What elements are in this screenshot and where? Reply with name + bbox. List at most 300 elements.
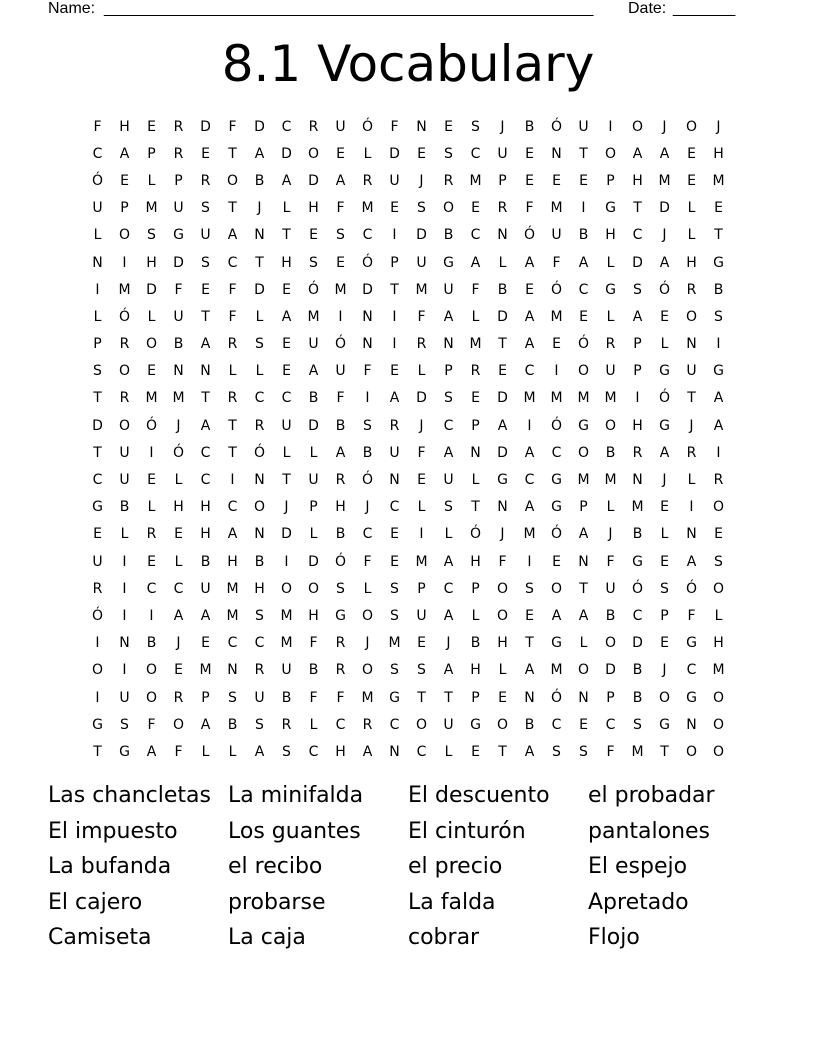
grid-letter: E	[525, 145, 534, 162]
grid-letter: D	[92, 417, 103, 434]
grid-letter: F	[147, 716, 156, 733]
grid-letter: R	[308, 118, 319, 135]
grid-letter: E	[579, 716, 588, 733]
grid-letter: R	[497, 200, 508, 217]
grid-letter: A	[389, 390, 400, 407]
grid-letter: R	[713, 472, 724, 489]
grid-letter: U	[443, 472, 454, 489]
grid-letter: G	[713, 363, 724, 380]
grid-letter: I	[419, 526, 424, 543]
grid-letter: E	[660, 499, 669, 516]
grid-letter: B	[173, 336, 184, 353]
grid-letter: T	[282, 472, 291, 489]
grid-letter: O	[118, 417, 131, 434]
grid-letter: M	[145, 390, 158, 407]
grid-letter: Ó	[550, 526, 563, 543]
grid-letter: A	[200, 607, 211, 624]
grid-letter: B	[470, 635, 481, 652]
grid-letter: B	[605, 444, 616, 461]
grid-letter: E	[660, 635, 669, 652]
grid-letter: L	[498, 254, 507, 271]
grid-letter: O	[145, 336, 158, 353]
grid-letter: R	[335, 662, 346, 679]
grid-letter: L	[606, 254, 615, 271]
name-label: Name:	[48, 0, 96, 17]
grid-letter: J	[284, 499, 289, 516]
grid-letter: O	[496, 580, 509, 597]
grid-letter: R	[173, 145, 184, 162]
grid-letter: Ó	[577, 336, 590, 353]
grid-letter: R	[335, 472, 346, 489]
grid-row	[84, 738, 732, 765]
word-list-item: Las chancletas	[48, 783, 211, 808]
grid-letter: J	[446, 635, 451, 652]
grid-row	[84, 303, 732, 330]
grid-letter: E	[201, 281, 210, 298]
grid-letter: R	[335, 635, 346, 652]
grid-letter: G	[659, 716, 670, 733]
grid-letter: I	[230, 472, 235, 489]
grid-letter: A	[524, 254, 535, 271]
grid-letter: C	[254, 635, 265, 652]
grid-letter: S	[417, 200, 426, 217]
grid-letter: O	[361, 662, 374, 679]
grid-letter: G	[605, 200, 616, 217]
grid-letter: F	[336, 390, 345, 407]
grid-letter: E	[390, 553, 399, 570]
grid-letter: U	[173, 308, 184, 325]
grid-letter: Ó	[91, 607, 104, 624]
grid-letter: A	[200, 716, 211, 733]
grid-letter: G	[632, 553, 643, 570]
grid-letter: G	[119, 743, 130, 760]
grid-letter: Ó	[334, 336, 347, 353]
grid-letter: C	[524, 472, 535, 489]
grid-letter: Ó	[91, 172, 104, 189]
grid-letter: N	[443, 336, 454, 353]
grid-letter: N	[686, 336, 697, 353]
grid-letter: U	[389, 444, 400, 461]
grid-letter: E	[525, 281, 534, 298]
word-list-item: Camiseta	[48, 925, 152, 950]
grid-letter: C	[92, 472, 103, 489]
grid-letter: N	[497, 227, 508, 244]
grid-letter: M	[226, 607, 239, 624]
grid-letter: O	[604, 145, 617, 162]
grid-letter: H	[173, 499, 184, 516]
grid-letter: L	[255, 363, 264, 380]
grid-letter: O	[172, 716, 185, 733]
grid-letter: B	[281, 689, 292, 706]
grid-letter: M	[469, 172, 482, 189]
grid-letter: E	[444, 118, 453, 135]
grid-letter: A	[524, 743, 535, 760]
grid-letter: F	[417, 308, 426, 325]
grid-letter: L	[147, 499, 156, 516]
grid-letter: B	[254, 553, 265, 570]
grid-letter: A	[254, 145, 265, 162]
grid-letter: R	[254, 417, 265, 434]
grid-letter: Ó	[550, 118, 563, 135]
grid-letter: A	[443, 308, 454, 325]
grid-letter: M	[226, 580, 239, 597]
grid-letter: O	[658, 689, 671, 706]
grid-letter: R	[92, 580, 103, 597]
grid-letter: E	[147, 553, 156, 570]
grid-letter: F	[606, 743, 615, 760]
grid-letter: C	[470, 145, 481, 162]
grid-letter: H	[632, 417, 643, 434]
grid-letter: N	[416, 118, 427, 135]
word-list-item: El descuento	[408, 783, 550, 808]
grid-letter: Ó	[361, 472, 374, 489]
grid-letter: S	[444, 499, 453, 516]
grid-letter: L	[120, 526, 129, 543]
word-list-item: Flojo	[588, 925, 640, 950]
grid-letter: S	[390, 662, 399, 679]
grid-letter: O	[604, 635, 617, 652]
grid-letter: G	[551, 499, 562, 516]
grid-letter: N	[200, 363, 211, 380]
grid-letter: O	[91, 662, 104, 679]
grid-letter: R	[443, 172, 454, 189]
grid-letter: L	[309, 716, 318, 733]
grid-letter: Ó	[469, 526, 482, 543]
grid-letter: I	[392, 336, 397, 353]
grid-letter: A	[578, 526, 589, 543]
grid-letter: L	[606, 499, 615, 516]
grid-row	[84, 167, 732, 194]
grid-letter: S	[660, 580, 669, 597]
grid-letter: L	[444, 743, 453, 760]
grid-letter: C	[551, 716, 562, 733]
grid-letter: U	[92, 553, 103, 570]
grid-letter: O	[253, 499, 266, 516]
grid-letter: Ó	[550, 417, 563, 434]
grid-letter: B	[146, 635, 157, 652]
grid-letter: I	[392, 227, 397, 244]
grid-letter: O	[361, 607, 374, 624]
grid-letter: C	[443, 580, 454, 597]
grid-letter: E	[417, 635, 426, 652]
grid-letter: N	[632, 472, 643, 489]
grid-letter: E	[147, 363, 156, 380]
grid-letter: E	[390, 200, 399, 217]
grid-letter: L	[363, 145, 372, 162]
grid-letter: P	[147, 145, 156, 162]
grid-letter: H	[308, 607, 319, 624]
grid-letter: T	[201, 390, 210, 407]
grid-letter: L	[174, 472, 183, 489]
grid-letter: B	[524, 716, 535, 733]
grid-letter: F	[498, 553, 507, 570]
grid-letter: A	[443, 553, 454, 570]
grid-letter: S	[255, 607, 264, 624]
grid-letter: O	[307, 580, 320, 597]
grid-letter: E	[552, 553, 561, 570]
grid-letter: G	[470, 716, 481, 733]
grid-letter: L	[444, 526, 453, 543]
grid-letter: Ó	[145, 417, 158, 434]
grid-letter: M	[658, 172, 671, 189]
grid-row	[84, 113, 732, 140]
grid-letter: T	[201, 308, 210, 325]
grid-letter: A	[200, 417, 211, 434]
grid-row	[84, 548, 732, 575]
grid-letter: Ó	[685, 580, 698, 597]
grid-row	[84, 195, 732, 222]
grid-letter: U	[200, 227, 211, 244]
grid-letter: B	[335, 526, 346, 543]
grid-letter: O	[118, 363, 131, 380]
grid-letter: L	[687, 472, 696, 489]
grid-letter: L	[201, 743, 210, 760]
word-list-item: El espejo	[588, 854, 688, 879]
grid-letter: L	[93, 308, 102, 325]
grid-letter: H	[200, 526, 211, 543]
grid-letter: I	[554, 363, 559, 380]
grid-letter: A	[281, 172, 292, 189]
grid-letter: T	[228, 200, 237, 217]
grid-letter: M	[550, 662, 563, 679]
grid-letter: I	[635, 390, 640, 407]
grid-letter: C	[362, 227, 373, 244]
grid-letter: H	[281, 254, 292, 271]
grid-letter: O	[685, 118, 698, 135]
grid-letter: C	[281, 118, 292, 135]
grid-letter: L	[417, 363, 426, 380]
grid-letter: R	[416, 336, 427, 353]
grid-letter: S	[255, 336, 264, 353]
grid-letter: M	[550, 308, 563, 325]
grid-letter: G	[659, 363, 670, 380]
grid-letter: U	[254, 689, 265, 706]
grid-letter: E	[147, 472, 156, 489]
grid-letter: L	[471, 607, 480, 624]
grid-letter: O	[496, 607, 509, 624]
grid-letter: S	[525, 580, 534, 597]
grid-letter: J	[689, 417, 694, 434]
grid-letter: U	[308, 336, 319, 353]
grid-letter: I	[149, 607, 154, 624]
grid-letter: N	[254, 472, 265, 489]
grid-letter: N	[362, 308, 373, 325]
grid-letter: A	[713, 390, 724, 407]
grid-letter: S	[255, 716, 264, 733]
grid-row	[84, 684, 732, 711]
grid-letter: S	[147, 227, 156, 244]
grid-letter: R	[173, 689, 184, 706]
grid-letter: D	[200, 118, 211, 135]
grid-letter: U	[443, 281, 454, 298]
grid-letter: J	[662, 118, 667, 135]
grid-letter: T	[525, 635, 534, 652]
grid-letter: F	[228, 308, 237, 325]
grid-letter: P	[471, 689, 480, 706]
grid-letter: O	[307, 145, 320, 162]
grid-letter: B	[632, 689, 643, 706]
grid-letter: N	[470, 444, 481, 461]
grid-letter: E	[147, 118, 156, 135]
word-list-item: el recibo	[228, 854, 323, 879]
grid-letter: E	[498, 689, 507, 706]
grid-letter: D	[389, 145, 400, 162]
grid-letter: E	[498, 363, 507, 380]
grid-letter: I	[716, 336, 721, 353]
grid-letter: L	[687, 227, 696, 244]
grid-letter: C	[335, 716, 346, 733]
grid-letter: M	[523, 526, 536, 543]
grid-letter: U	[551, 227, 562, 244]
grid-letter: A	[119, 145, 130, 162]
grid-letter: G	[443, 254, 454, 271]
grid-letter: U	[389, 172, 400, 189]
grid-letter: P	[417, 580, 426, 597]
grid-row	[84, 385, 732, 412]
grid-letter: U	[119, 444, 130, 461]
grid-letter: R	[605, 336, 616, 353]
grid-letter: P	[660, 607, 669, 624]
grid-letter: G	[686, 635, 697, 652]
grid-letter: O	[118, 227, 131, 244]
grid-letter: N	[362, 336, 373, 353]
grid-letter: L	[282, 444, 291, 461]
grid-letter: D	[173, 254, 184, 271]
grid-letter: I	[581, 200, 586, 217]
grid-letter: F	[93, 118, 102, 135]
grid-letter: U	[416, 254, 427, 271]
grid-letter: U	[92, 200, 103, 217]
grid-letter: E	[552, 336, 561, 353]
grid-letter: H	[146, 254, 157, 271]
grid-letter: H	[713, 145, 724, 162]
grid-letter: D	[281, 145, 292, 162]
grid-letter: L	[93, 227, 102, 244]
grid-letter: N	[389, 472, 400, 489]
grid-letter: L	[471, 472, 480, 489]
grid-letter: R	[200, 172, 211, 189]
grid-letter: A	[632, 308, 643, 325]
grid-letter: A	[524, 308, 535, 325]
word-list-item: cobrar	[408, 925, 480, 950]
grid-letter: M	[577, 390, 590, 407]
grid-letter: S	[579, 743, 588, 760]
grid-letter: L	[660, 526, 669, 543]
grid-letter: P	[471, 417, 480, 434]
grid-letter: P	[471, 580, 480, 597]
grid-letter: H	[632, 172, 643, 189]
grid-letter: T	[498, 336, 507, 353]
grid-letter: E	[309, 227, 318, 244]
grid-letter: L	[228, 363, 237, 380]
grid-letter: P	[174, 172, 183, 189]
grid-letter: H	[335, 499, 346, 516]
grid-letter: Ó	[631, 580, 644, 597]
grid-letter: T	[444, 689, 453, 706]
grid-letter: B	[254, 172, 265, 189]
grid-letter: E	[579, 308, 588, 325]
grid-row	[84, 358, 732, 385]
grid-letter: N	[578, 689, 589, 706]
grid-letter: J	[176, 635, 181, 652]
grid-letter: O	[496, 716, 509, 733]
grid-letter: C	[254, 390, 265, 407]
grid-letter: A	[659, 145, 670, 162]
grid-letter: A	[308, 363, 319, 380]
grid-letter: Ó	[523, 227, 536, 244]
grid-letter: F	[687, 607, 696, 624]
grid-row	[84, 657, 732, 684]
grid-letter: I	[122, 254, 127, 271]
grid-letter: S	[444, 390, 453, 407]
grid-letter: D	[416, 227, 427, 244]
grid-letter: O	[712, 716, 725, 733]
grid-letter: R	[281, 716, 292, 733]
grid-letter: B	[443, 227, 454, 244]
grid-letter: F	[552, 254, 561, 271]
word-list-item: La caja	[228, 925, 306, 950]
grid-letter: O	[685, 743, 698, 760]
grid-letter: L	[309, 526, 318, 543]
grid-letter: F	[363, 363, 372, 380]
grid-letter: L	[660, 336, 669, 353]
grid-letter: T	[498, 743, 507, 760]
grid-letter: H	[713, 635, 724, 652]
grid-letter: E	[660, 308, 669, 325]
grid-letter: J	[365, 499, 370, 516]
grid-letter: F	[336, 200, 345, 217]
word-list-item: el probadar	[588, 783, 715, 808]
grid-letter: I	[608, 118, 613, 135]
grid-letter: J	[365, 635, 370, 652]
grid-letter: I	[122, 662, 127, 679]
grid-row	[84, 602, 732, 629]
grid-letter: D	[146, 281, 157, 298]
word-list-item: La minifalda	[228, 783, 364, 808]
grid-letter: Ó	[361, 118, 374, 135]
grid-letter: U	[578, 118, 589, 135]
grid-letter: J	[608, 526, 613, 543]
grid-letter: B	[713, 281, 724, 298]
grid-letter: U	[119, 689, 130, 706]
grid-letter: E	[174, 662, 183, 679]
grid-letter: M	[361, 200, 374, 217]
grid-letter: E	[336, 145, 345, 162]
grid-letter: D	[308, 172, 319, 189]
grid-letter: O	[577, 363, 590, 380]
grid-letter: R	[470, 363, 481, 380]
grid-letter: T	[390, 281, 399, 298]
grid-letter: D	[416, 390, 427, 407]
grid-letter: A	[146, 743, 157, 760]
grid-letter: P	[606, 172, 615, 189]
grid-letter: L	[687, 200, 696, 217]
grid-letter: A	[659, 444, 670, 461]
grid-letter: E	[390, 363, 399, 380]
header-line	[48, 0, 748, 20]
grid-letter: N	[524, 689, 535, 706]
grid-letter: E	[282, 336, 291, 353]
grid-row	[84, 494, 732, 521]
grid-row	[84, 439, 732, 466]
grid-letter: G	[335, 607, 346, 624]
grid-letter: T	[93, 743, 102, 760]
word-search-grid	[84, 113, 732, 766]
grid-letter: E	[93, 526, 102, 543]
grid-letter: C	[389, 499, 400, 516]
grid-letter: J	[500, 118, 505, 135]
grid-letter: E	[525, 607, 534, 624]
